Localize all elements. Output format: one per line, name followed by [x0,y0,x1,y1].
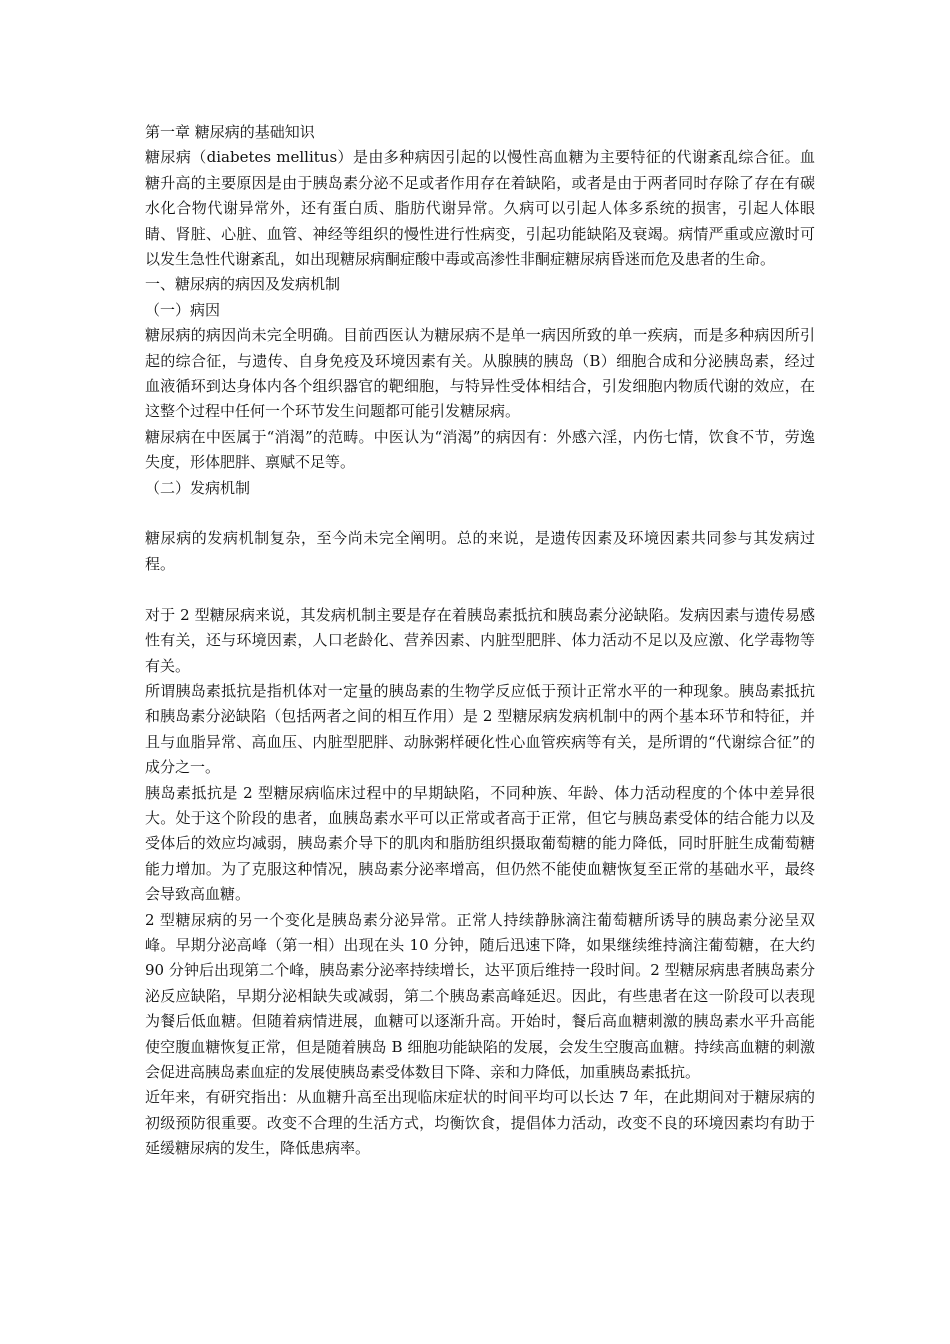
mechanism-paragraph-type2: 对于 2 型糖尿病来说，其发病机制主要是存在着胰岛素抵抗和胰岛素分泌缺陷。发病因素与遗传易感性有关，还与环境因素，人口老龄化、营养因素、内脏型肥胖、体力活动不足以及应激、化学毒物等有关。 [145,605,815,675]
subheading-mechanism: （二）发病机制 [145,478,251,497]
blank-line [145,501,815,526]
mechanism-paragraph-early-defect: 胰岛素抵抗是 2 型糖尿病临床过程中的早期缺陷，不同种族、年龄、体力活动程度的个体中差异很大。处于这个阶段的患者，血胰岛素水平可以正常或者高于正常，但它与胰岛素受体的结合能力以及受体后的效应均减弱，胰岛素介导下的肌肉和脂肪组织摄取葡萄糖的能力降低，同时肝脏生成葡萄糖能力增加。为了克服这种情况，胰岛素分泌率增高，但仍然不能使血糖恢复至正常的基础水平，最终会导致高血糖。 [145,783,815,904]
causes-paragraph-tcm: 糖尿病在中医属于“消渴”的范畴。中医认为“消渴”的病因有：外感六淫，内伤七情，饮食不节，劳逸失度，形体肥胖、禀赋不足等。 [145,427,815,472]
causes-paragraph-western: 糖尿病的病因尚未完全明确。目前西医认为糖尿病不是单一病因所致的单一疾病，而是多种病因所引起的综合征，与遗传、自身免疫及环境因素有关。从腺胰的胰岛（B）细胞合成和分泌胰岛素，经过血液循环到达身体内各个组织器官的靶细胞，与特异性受体相结合，引发细胞内物质代谢的效应，在这整个过程中任何一个环节发生问题都可能引发糖尿病。 [145,326,815,421]
document-page [145,120,815,1162]
mechanism-paragraph-prevention: 近年来，有研究指出：从血糖升高至出现临床症状的时间平均可以长达 7 年，在此期间对于糖尿病的初级预防很重要。改变不合理的生活方式，均衡饮食，提倡体力活动，改变不良的环境因素均有助于延缓糖尿病的发生，降低患病率。 [145,1088,815,1158]
subheading-causes: （一）病因 [145,300,221,319]
mechanism-paragraph-insulin-resistance: 所谓胰岛素抵抗是指机体对一定量的胰岛素的生物学反应低于预计正常水平的一种现象。胰岛素抵抗和胰岛素分泌缺陷（包括两者之间的相互作用）是 2 型糖尿病发病机制中的两个基本环节和特征，并且与血脂异常、高血压、内脏型肥胖、动脉粥样硬化性心血管疾病等有关，是所谓的“代谢综合征”的成分之一。 [145,681,815,777]
blank-line [145,577,815,602]
mechanism-paragraph-overview: 糖尿病的发病机制复杂，至今尚未完全阐明。总的来说，是遗传因素及环境因素共同参与其发病过程。 [145,529,815,573]
section-heading-causes-mechanism: 一、糖尿病的病因及发病机制 [145,275,341,294]
intro-paragraph: 糖尿病（diabetes mellitus）是由多种病因引起的以慢性高血糖为主要特征的代谢紊乱综合征。血糖升高的主要原因是由于胰岛素分泌不足或者作用存在着缺陷，或者是由于两者同时存除了存在有碳水化合物代谢异常外，还有蛋白质、脂肪代谢异常。久病可以引起人体多系统的损害，引起人体眼睛、肾脏、心脏、血管、神经等组织的慢性进行性病变，引起功能缺陷及衰竭。病情严重或应激时可以发生急性代谢紊乱，如出现糖尿病酮症酸中毒或高渗性非酮症糖尿病昏迷而危及患者的生命。 [145,148,815,269]
chapter-title: 第一章 糖尿病的基础知识 [145,123,315,141]
mechanism-paragraph-secretion: 2 型糖尿病的另一个变化是胰岛素分泌异常。正常人持续静脉滴注葡萄糖所诱导的胰岛素分泌呈双峰。早期分泌高峰（第一相）出现在头 10 分钟，随后迅速下降，如果继续维持滴注葡萄糖，在大约 90 分钟后出现第二个峰，胰岛素分泌率持续增长，达平顶后维持一段时间。2 型糖尿病患者胰岛素分泌反应缺陷，早期分泌相缺失或减弱，第二个胰岛素高峰延迟。因此，有些患者在这一阶段可以表现为餐后低血糖。但随着病情进展，血糖可以逐渐升高。开始时，餐后高血糖刺激的胰岛素水平升高能使空腹血糖恢复正常，但是随着胰岛 B 细胞功能缺陷的发展，会发生空腹高血糖。持续高血糖的刺激会促进高胰岛素血症的发展使胰岛素受体数目下降、亲和力降低，加重胰岛素抵抗。 [145,910,815,1081]
